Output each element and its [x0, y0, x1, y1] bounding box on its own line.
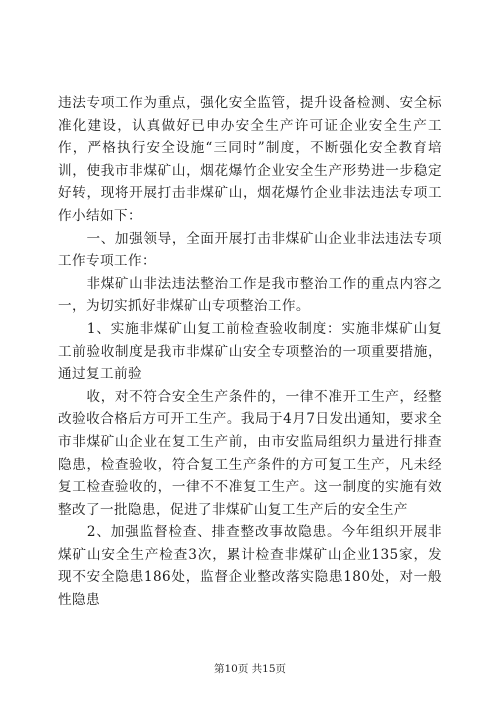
paragraph: 1、实施非煤矿山复工前检查验收制度：实施非煤矿山复工前验收制度是我市非煤矿山安全专项整治的一项重要措施，通过复工前验 — [58, 320, 442, 383]
paragraph: 违法专项工作为重点，强化安全监管，提升设备检测、安全标准化建设，认真做好已申办安全生产许可证企业安全生产工作，严格执行安全设施“三同时”制度，不断强化安全教育培训，使我市非煤矿山，烟花爆竹企业安全生产形势进一步稳定好转，现将开展打击非煤矿山，烟花爆竹企业非法违法专项工作小结如下： — [58, 95, 442, 224]
paragraph: 2、加强监督检查、排查整改事故隐患。今年组织开展非煤矿山安全生产检查3次，累计检查非煤矿山企业135家，发现不安全隐患186处，监督企业整改落实隐患180处，对一般性隐患 — [58, 524, 442, 609]
document-body — [58, 92, 442, 612]
page-number-footer: 第10页 共15页 — [213, 663, 287, 675]
paragraph: 收，对不符合安全生产条件的，一律不准开工生产，经整改验收合格后方可开工生产。我局于4月7日发出通知，要求全市非煤矿山企业在复工生产前，由市安监局组织力量进行排查隐患，检查验收，符合复工生产条件的方可复工生产，凡未经复工检查验收的，一律不不准复工生产。这一制度的实施有效整改了一批隐患，促进了非煤矿山复工生产后的安全生产 — [58, 388, 442, 518]
paragraph: 一、加强领导，全面开展打击非煤矿山企业非法违法专项工作专项工作： — [58, 230, 442, 270]
paragraph: 非煤矿山非法违法整治工作是我市整治工作的重点内容之一，为切实抓好非煤矿山专项整治工作。 — [58, 275, 442, 315]
